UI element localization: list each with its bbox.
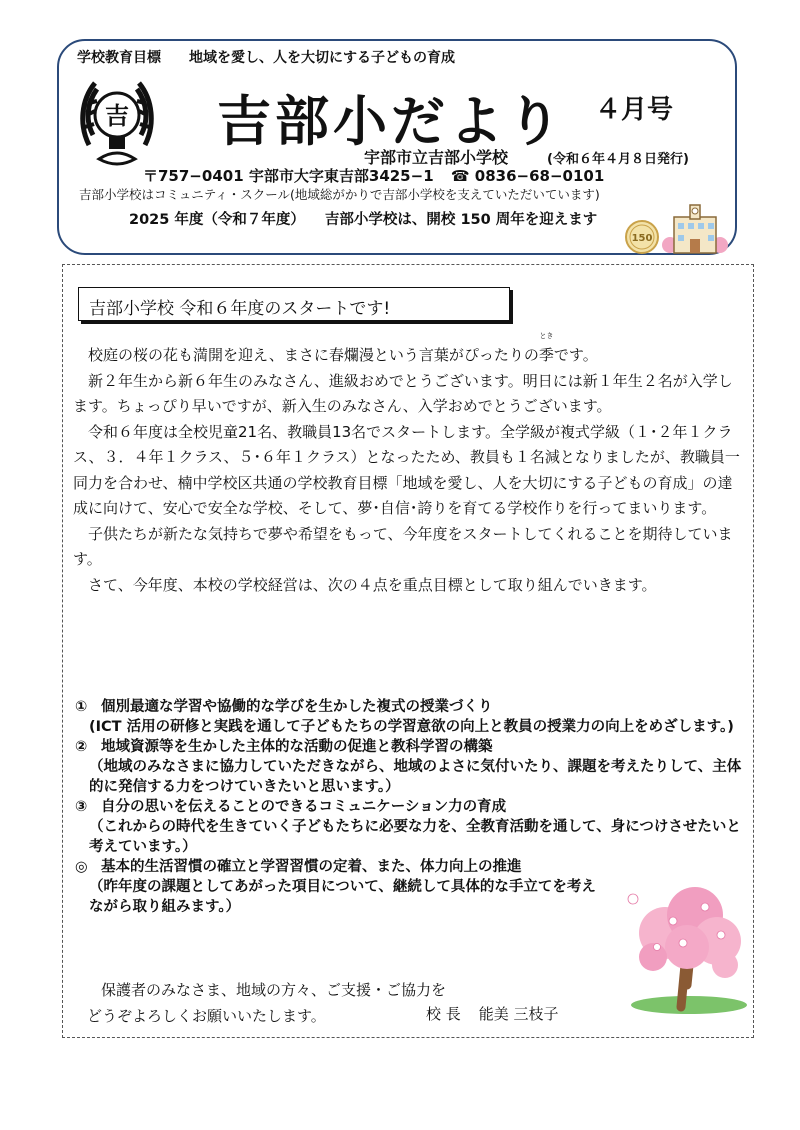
anniversary-line xyxy=(129,208,617,229)
newsletter-title: 吉部小だより xyxy=(217,90,565,153)
goal-detail: （昨年度の課題としてあがった項目について、継続して具体的な手立てを考えながら取り組みます。） xyxy=(89,879,596,915)
paragraph-4: 子供たちが新たな気持ちで夢や希望をもって、今年度をスタートしてくれることを期待しています。 xyxy=(73,524,733,568)
badge-text: 150 xyxy=(631,233,653,244)
principal-signature xyxy=(426,1003,577,1024)
cherry-tree-icon xyxy=(625,885,747,1015)
anniversary-text: 吉部小学校は、開校 150 周年を迎えます xyxy=(324,212,598,228)
ruby-base: 季 xyxy=(538,346,554,364)
goal-item xyxy=(75,797,747,857)
street-address: 宇部市大字東吉部3425−1 xyxy=(248,167,434,185)
emblem-text: 吉 xyxy=(105,102,129,130)
article-headline: 吉部小学校 令和６年度のスタートです! xyxy=(78,287,510,321)
principal-title: 校 長 xyxy=(426,1005,461,1023)
paragraph-1 xyxy=(73,332,745,369)
school-address xyxy=(143,165,604,186)
goal-title: 基本的生活習慣の確立と学習習慣の定着、また、体力向上の推進 xyxy=(101,859,522,875)
paragraph-3: 令和６年度は全校児童21名、教職員13名でスタートします。全学級が複式学級（１･２年１クラス、３．４年１クラス、５･６年１クラス）となったため、教員も１名減となりましたが、教職員一同力を合わせ、楠中学校区共通の学校教育目標「地域を愛し、人を大切にする子どもの育成」の達成に向けて、安心で安全な学校、そして、夢･自信･誇りを育てる学校作りを行ってまいります。 xyxy=(73,422,740,517)
paragraph-2: 新２年生から新６年生のみなさん、進級おめでとうございます。明日には新１年生２名が入学します。ちょっぴり早いですが、新入生のみなさん、入学おめでとうございます。 xyxy=(73,371,733,415)
school-goal xyxy=(77,47,455,67)
paragraph-1-text: 校庭の桜の花も満開を迎え、まさに春爛漫という言葉がぴったりの xyxy=(88,346,539,364)
principal-name: 能美 三枝子 xyxy=(478,1005,559,1023)
issue-number: ４月号 xyxy=(595,95,674,125)
school-building-icon xyxy=(662,201,728,257)
closing-message xyxy=(87,977,446,1029)
goal-title: 地域資源等を生かした主体的な活動の促進と教科学習の構築 xyxy=(101,739,493,755)
main-article xyxy=(62,264,754,1038)
anniversary-year: 2025 年度（令和７年度） xyxy=(129,212,305,228)
anniversary-badge-icon xyxy=(624,219,660,255)
goal-detail: （地域のみなさまに協力していただきながら、地域のよさに気付いたり、課題を考えたりして、主体的に発信する力をつけていきたいと思います。） xyxy=(89,759,742,795)
goal-detail: (ICT 活用の研修と実践を通して子どもたちの学習意欲の向上と教員の授業力の向上をめざします。) xyxy=(89,719,734,735)
school-goal-text: 地域を愛し、人を大切にする子どもの育成 xyxy=(189,50,455,66)
goal-item xyxy=(75,697,747,737)
newsletter-header xyxy=(57,39,737,255)
goal-mark: ② xyxy=(75,739,88,755)
postal-code: 〒757−0401 xyxy=(143,167,244,185)
phone-number: ☎ 0836−68−0101 xyxy=(450,167,605,185)
focus-goals-list xyxy=(75,697,747,917)
publish-date: (令和６年４月８日発行) xyxy=(547,152,689,167)
goal-item xyxy=(75,737,747,797)
goal-detail: （これからの時代を生きていく子どもたちに必要な力を、全教育活動を通して、身につけさせたいと考えています。） xyxy=(89,819,741,855)
paragraph-5: さて、今年度、本校の学校経営は、次の４点を重点目標として取り組んでいきます。 xyxy=(88,575,657,594)
ruby-toki xyxy=(538,332,554,369)
closing-line-1: 保護者のみなさま、地域の方々、ご支援・ご協力を xyxy=(101,981,447,999)
goal-mark: ① xyxy=(75,699,88,715)
goal-title: 個別最適な学習や協働的な学びを生かした複式の授業づくり xyxy=(101,699,493,715)
school-name: 宇部市立吉部小学校 xyxy=(364,148,509,167)
article-body xyxy=(73,332,745,598)
goal-title: 自分の思いを伝えることのできるコミュニケーション力の育成 xyxy=(101,799,507,815)
closing-line-2: どうぞよろしくお願いいたします。 xyxy=(87,1007,326,1025)
community-school-note: 吉部小学校はコミュニティ・スクール(地域総がかりで吉部小学校を支えていただいています) xyxy=(79,187,600,202)
goal-mark: ◎ xyxy=(75,859,88,875)
school-goal-label: 学校教育目標 xyxy=(77,50,161,66)
goal-mark: ③ xyxy=(75,799,88,815)
paragraph-1-end: です。 xyxy=(553,346,598,364)
ruby-reading: とき xyxy=(539,332,554,340)
school-emblem-icon xyxy=(79,75,155,171)
